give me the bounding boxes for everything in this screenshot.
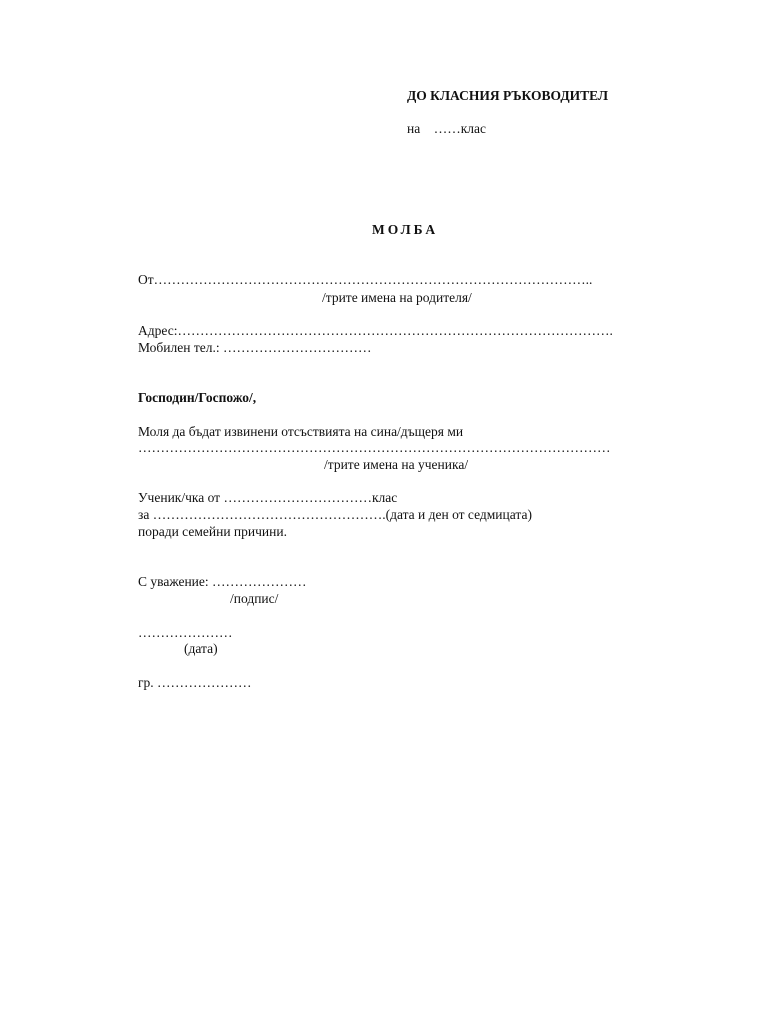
from-line: От…………………………………………………………………………………….. — [138, 272, 593, 287]
phone-line: Мобилен тел.: …………………………… — [138, 340, 372, 355]
salutation: Господин/Госпожо/, — [138, 390, 257, 405]
class-line: на ……клас — [407, 121, 486, 136]
absence-date-line: за …………………………………………….(дата и ден от седмицата) — [138, 507, 532, 522]
student-name-dots: …………………………………………………………………………………………… — [138, 440, 611, 455]
parent-name-caption: /трите имена на родителя/ — [322, 290, 472, 305]
document-title: МОЛБА — [372, 222, 439, 237]
reason-line: поради семейни причини. — [138, 524, 287, 539]
city-line: гр. ………………… — [138, 675, 252, 690]
student-class-line: Ученик/чка от ……………………………клас — [138, 490, 398, 505]
recipient-heading: ДО КЛАСНИЯ РЪКОВОДИТЕЛ — [407, 88, 609, 103]
request-line: Моля да бъдат извинени отсъствията на сина/дъщеря ми — [138, 424, 464, 439]
date-line: ………………… — [138, 625, 233, 640]
signature-caption: /подпис/ — [230, 591, 279, 606]
date-caption: (дата) — [184, 641, 218, 656]
address-line: Адрес:……………………………………………………………………………………. — [138, 323, 613, 338]
signature-line: С уважение: ………………… — [138, 574, 307, 589]
student-name-caption: /трите имена на ученика/ — [324, 457, 469, 472]
